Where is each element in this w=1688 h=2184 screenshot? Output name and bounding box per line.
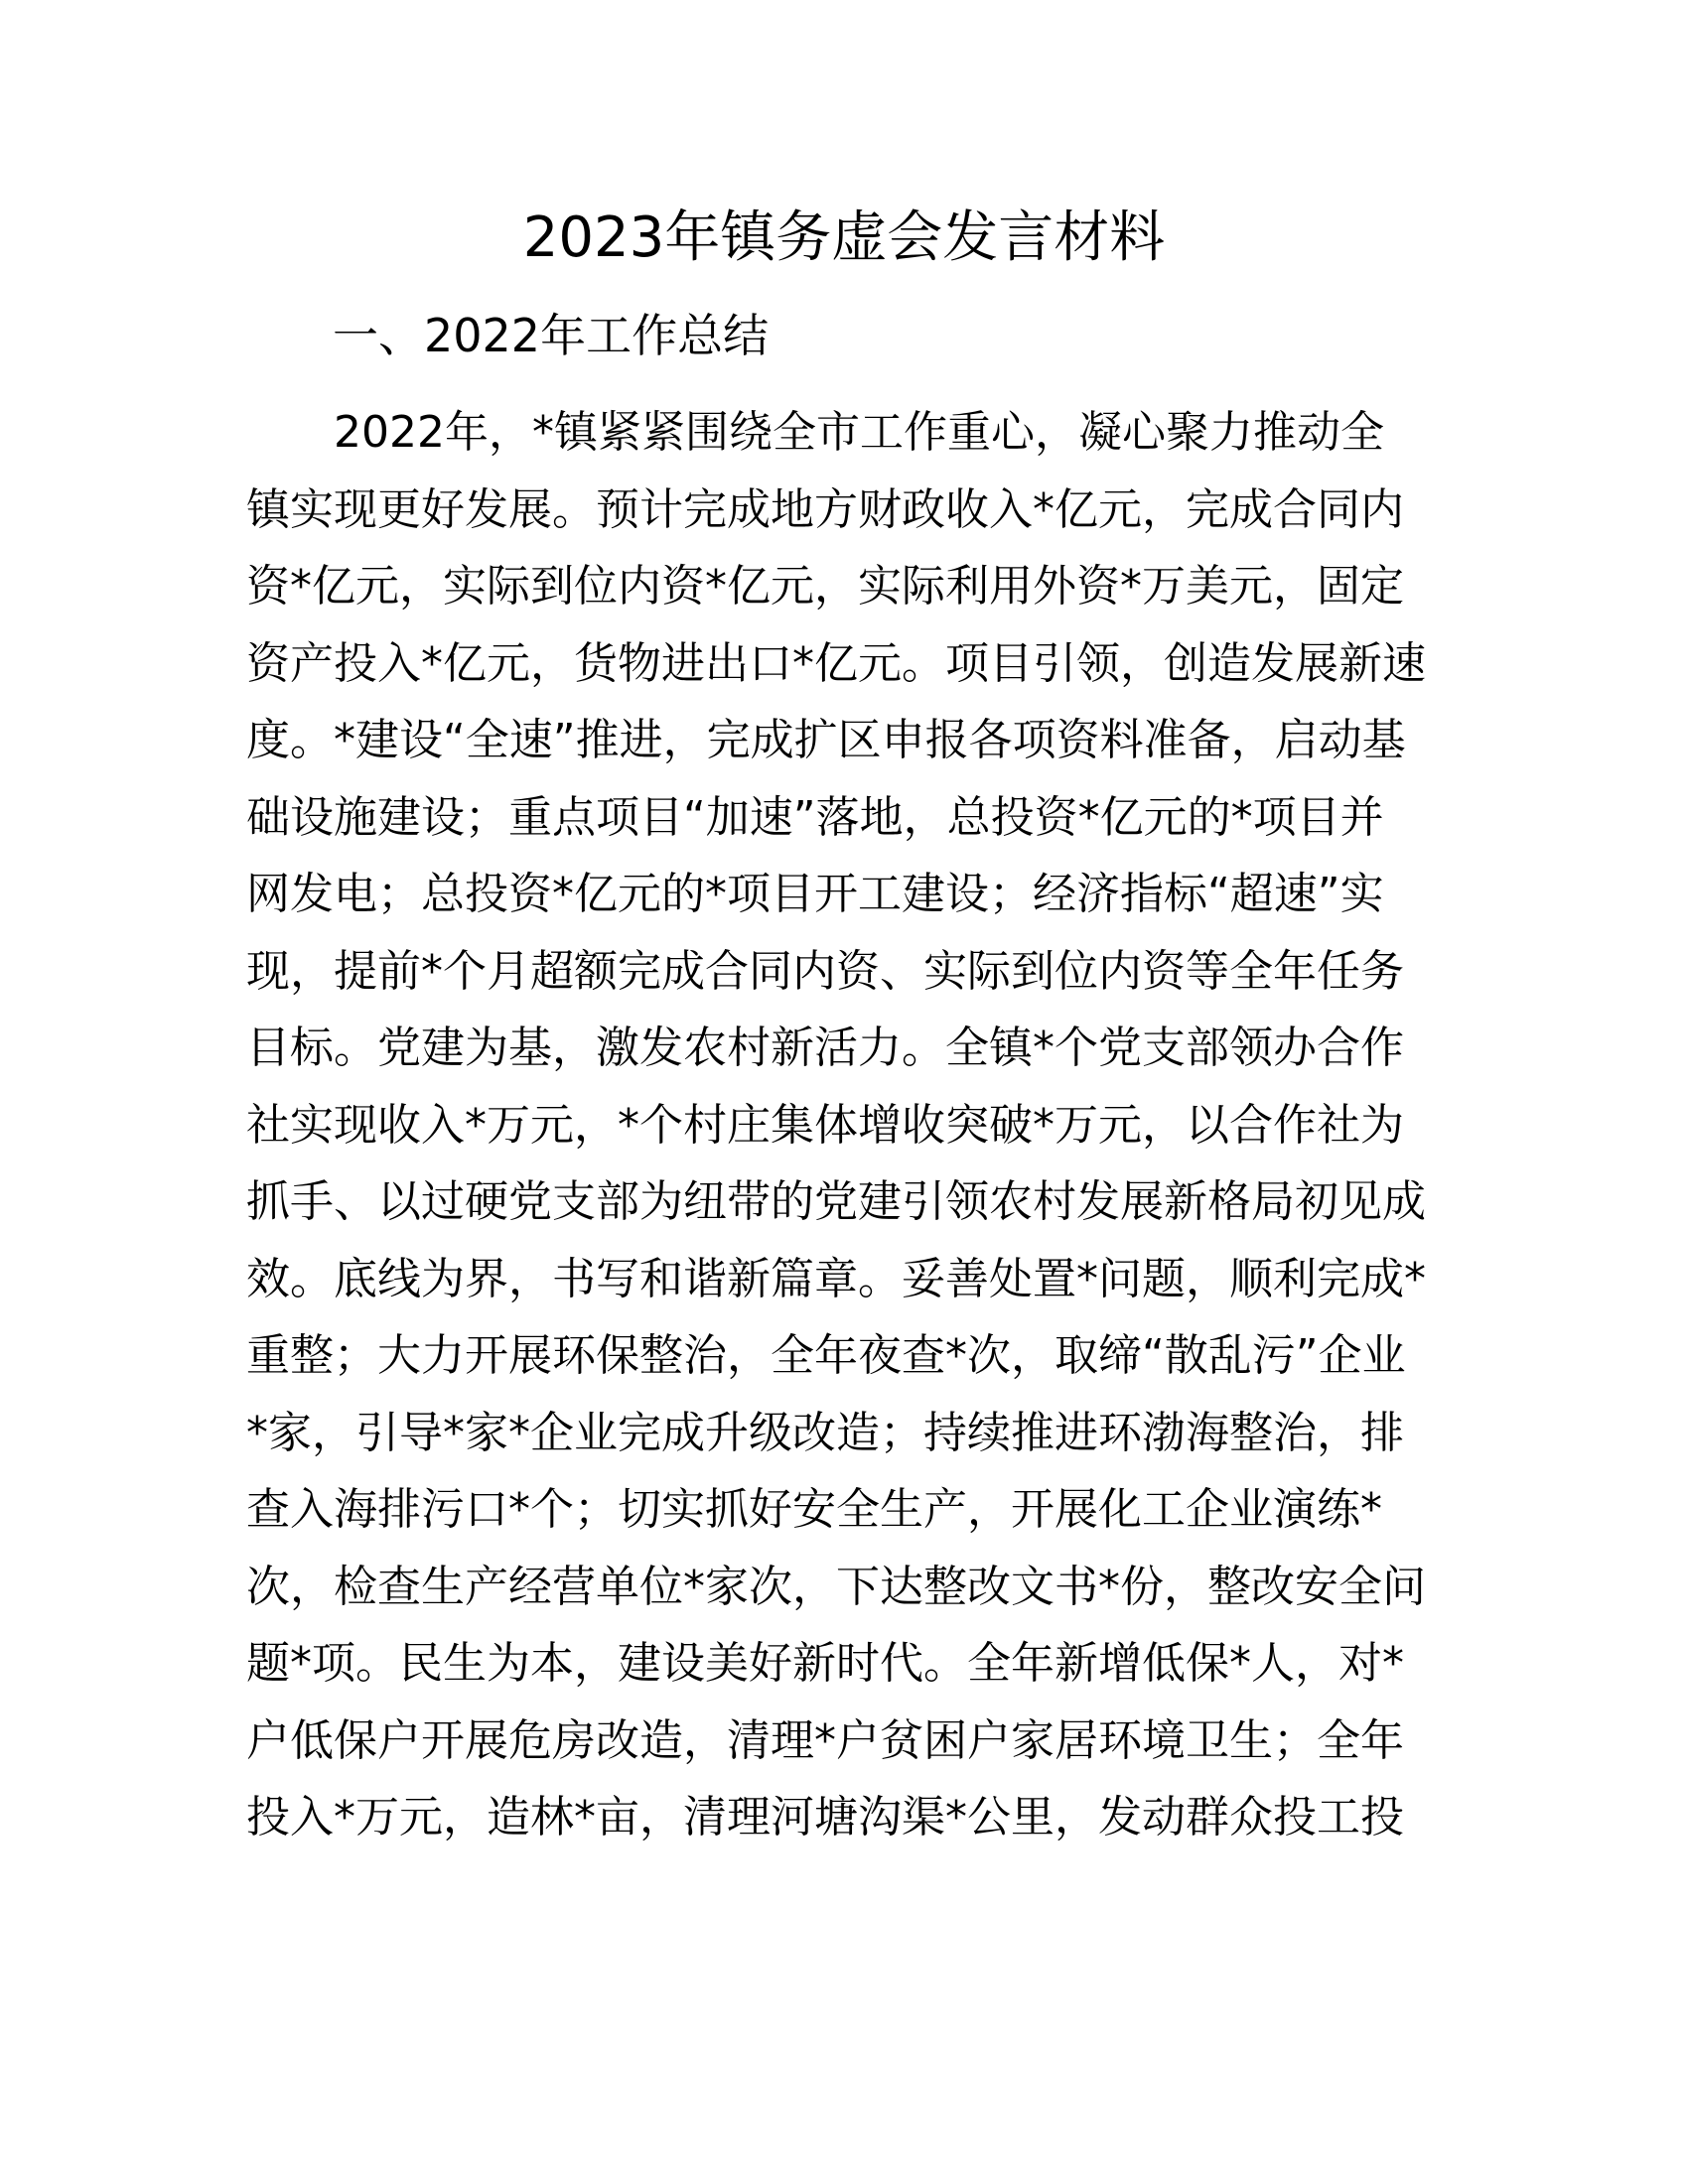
document-title: 2023年镇务虚会发言材料: [522, 205, 1166, 270]
body-line: 目标。党建为基，激发农村新活力。全镇*个党支部领办合作: [246, 1023, 1404, 1073]
body-line: 现，提前*个月超额完成合同内资、实际到位内资等全年任务: [246, 945, 1404, 997]
body-line: 投入*万元，造林*亩，清理河塘沟渠*公里，发动群众投工投: [246, 1792, 1404, 1843]
body-line: 户低保户开展危房改造，清理*户贫困户家居环境卫生；全年: [246, 1714, 1404, 1766]
section-heading: 一、2022年工作总结: [333, 309, 770, 362]
body-paragraph: [246, 394, 1438, 1856]
body-line: 社实现收入*万元，*个村庄集体增收突破*万元，以合作社为: [246, 1099, 1404, 1151]
body-line: 网发电；总投资*亿元的*项目开工建设；经济指标“超速”实: [246, 869, 1384, 919]
body-line: 础设施建设；重点项目“加速”落地，总投资*亿元的*项目并: [246, 791, 1384, 843]
body-line: 2022年，*镇紧紧围绕全市工作重心，凝心聚力推动全: [334, 407, 1384, 458]
body-line: 效。底线为界，书写和谐新篇章。妥善处置*问题，顺利完成*: [246, 1253, 1426, 1304]
body-line: 度。*建设“全速”推进，完成扩区申报各项资料准备，启动基: [246, 715, 1406, 765]
body-line: 资*亿元，实际到位内资*亿元，实际利用外资*万美元，固定: [246, 561, 1404, 612]
body-line: 查入海排污口*个；切实抓好安全生产，开展化工企业演练*: [246, 1484, 1382, 1535]
body-line: 资产投入*亿元，货物进出口*亿元。项目引领，创造发展新速: [246, 637, 1426, 689]
body-line: 题*项。民生为本，建设美好新时代。全年新增低保*人，对*: [246, 1638, 1404, 1689]
body-line: 重整；大力开展环保整治，全年夜查*次，取缔“散乱污”企业: [246, 1330, 1406, 1381]
body-line: 镇实现更好发展。预计完成地方财政收入*亿元，完成合同内: [246, 483, 1404, 535]
body-line: 次，检查生产经营单位*家次，下达整改文书*份，整改安全问: [246, 1561, 1426, 1612]
body-line: *家，引导*家*企业完成升级改造；持续推进环渤海整治，排: [246, 1407, 1404, 1458]
body-line: 抓手、以过硬党支部为纽带的党建引领农村发展新格局初见成: [246, 1176, 1426, 1227]
